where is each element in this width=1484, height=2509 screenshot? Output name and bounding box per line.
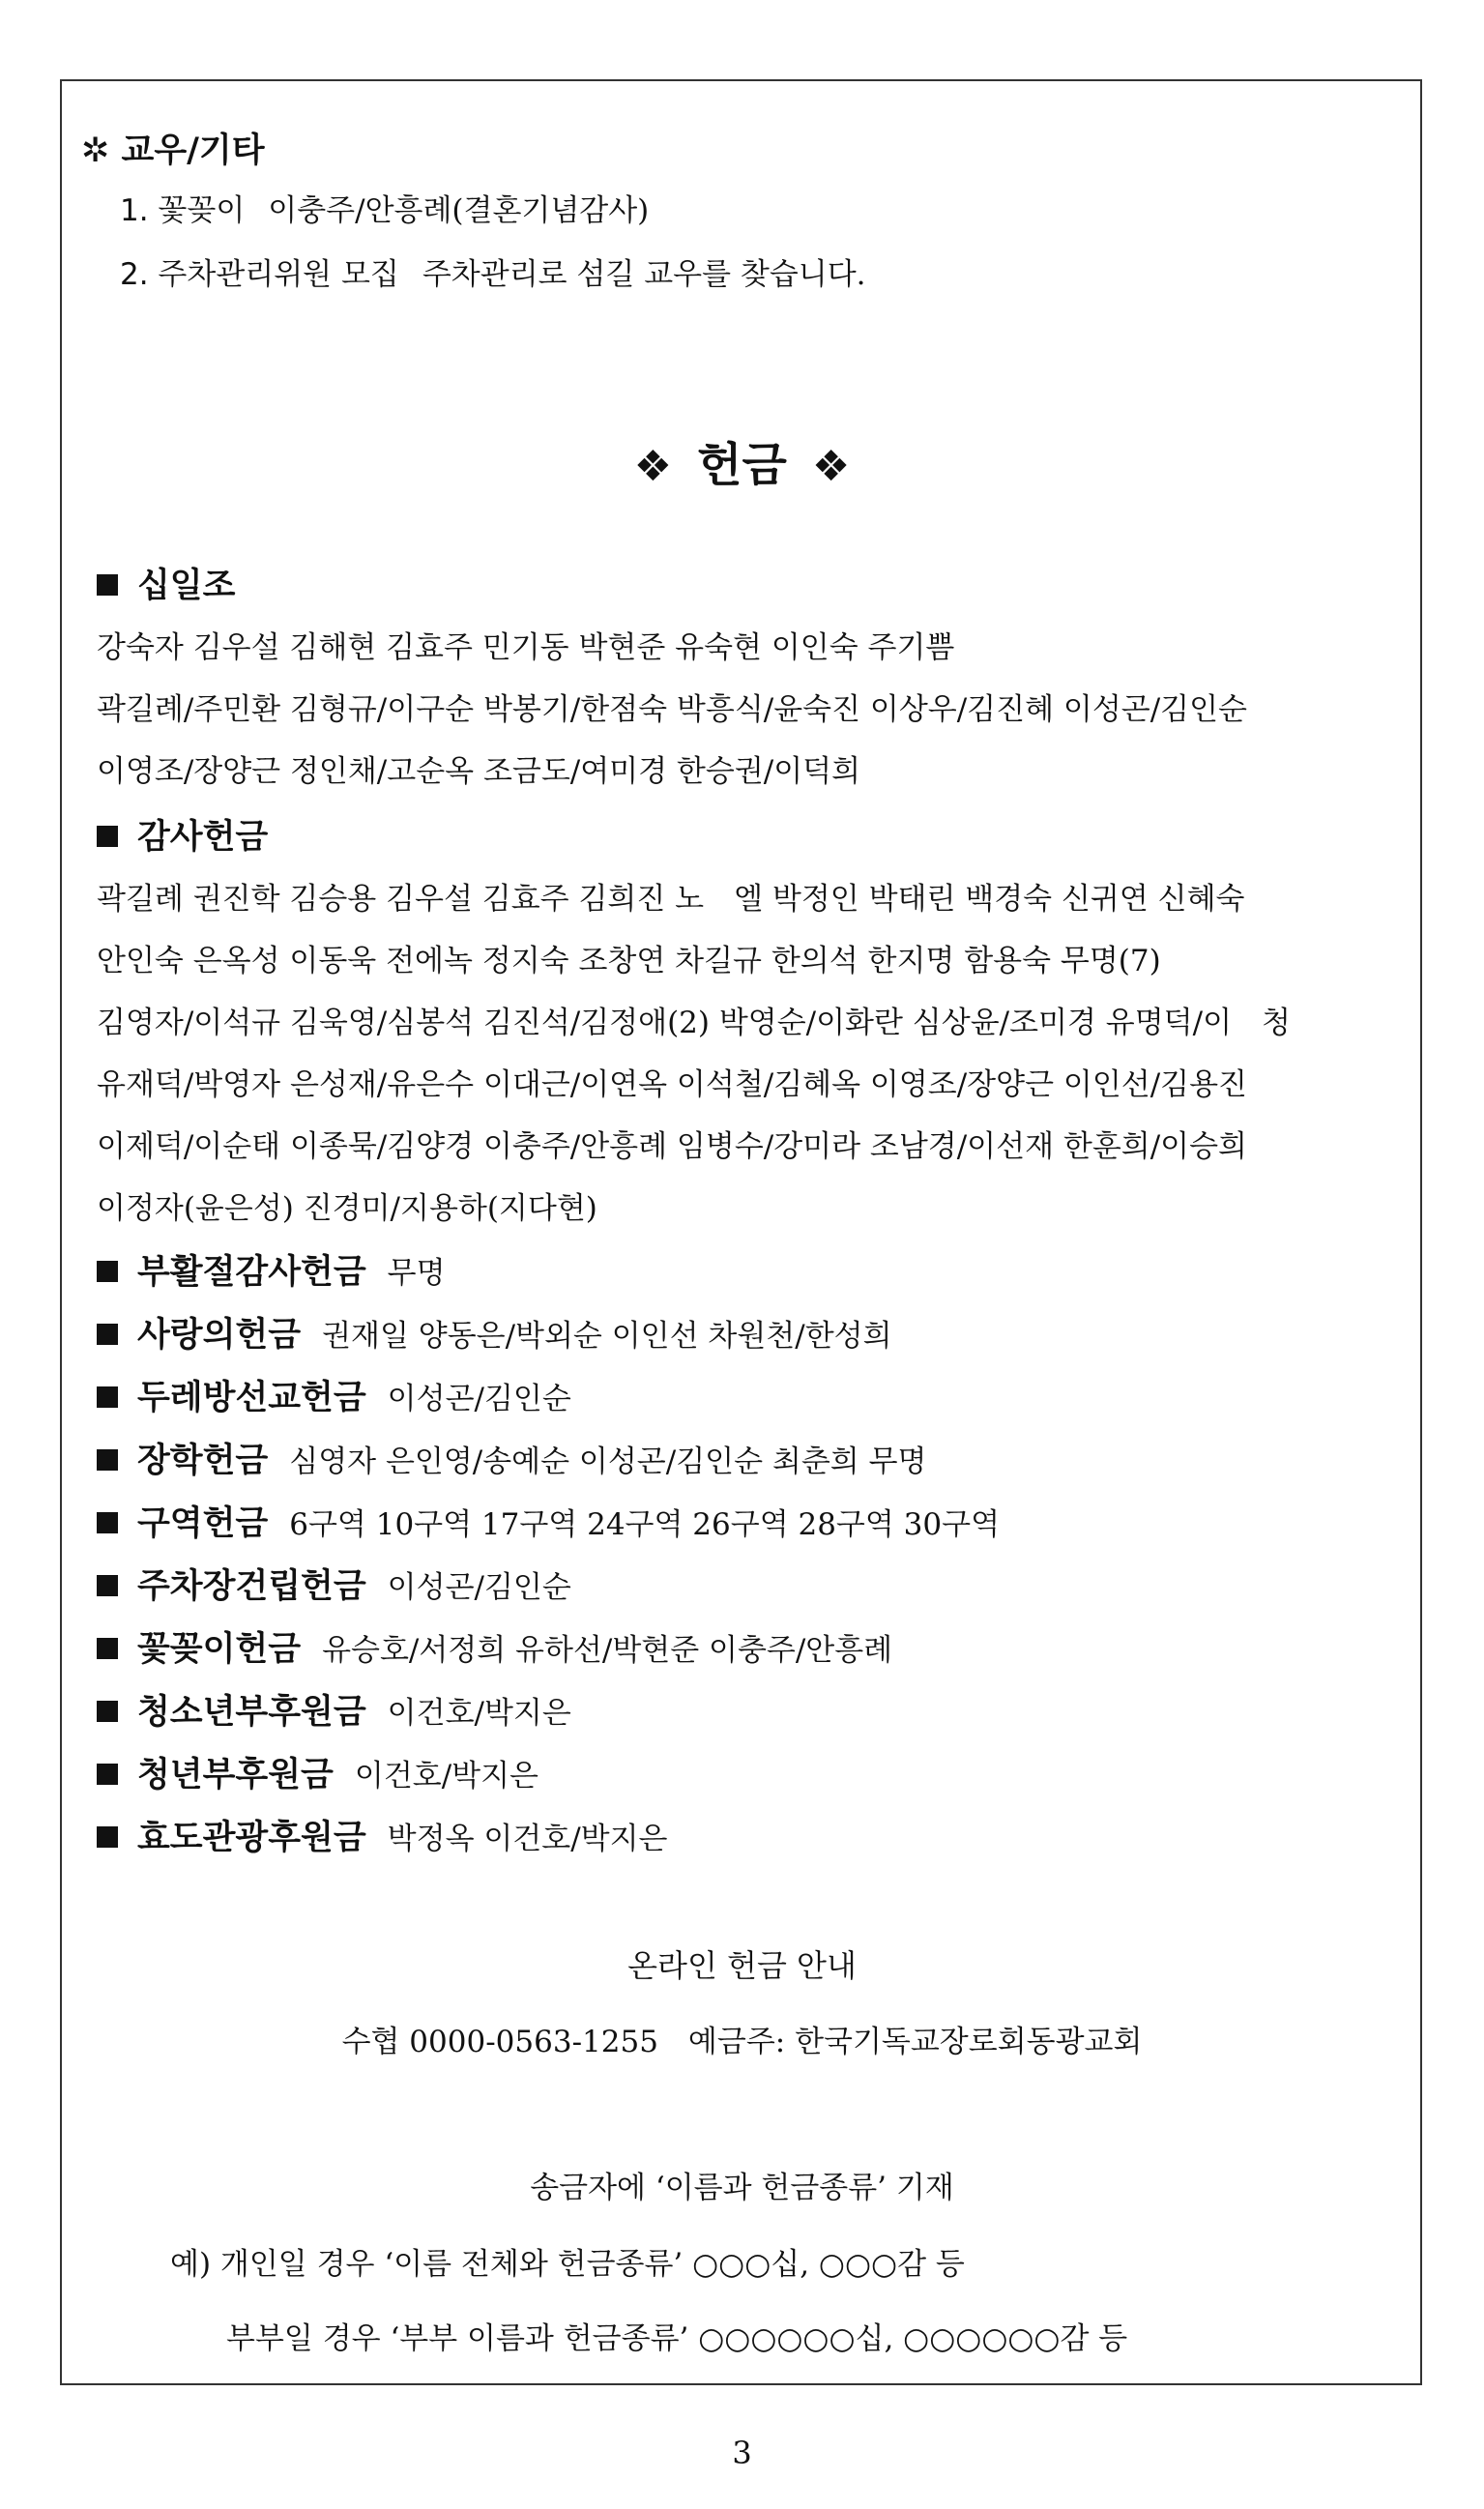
tithe-line: 곽길례/주민환 김형규/이구순 박봉기/한점숙 박흥식/윤숙진 이상우/김진혜 이성곤/김인순 — [97, 692, 1247, 727]
offering-heading: 주차장건립헌금 — [137, 1567, 366, 1606]
offering-names: 박정옥 이건호/박지은 — [387, 1822, 668, 1856]
misc-heading — [81, 124, 265, 172]
square-bullet-icon — [97, 1386, 118, 1408]
misc-item-label: 1. 꽃꽂이 — [120, 193, 246, 228]
square-bullet-icon — [97, 1261, 118, 1282]
offering-names: 무명 — [387, 1256, 446, 1291]
offering-row — [97, 1560, 571, 1608]
section-heading-tithe — [97, 559, 235, 607]
misc-item — [120, 186, 649, 229]
offering-heading: 효도관광후원금 — [137, 1819, 366, 1857]
offering-row — [97, 1685, 571, 1734]
thanks-line: 이제덕/이순태 이종묵/김양경 이충주/안흥례 임병수/강미라 조남경/이선재 한훈희/이승희 — [97, 1129, 1247, 1164]
offering-row — [97, 1434, 926, 1482]
offering-heading: 두레방선교헌금 — [137, 1379, 366, 1417]
square-bullet-icon — [97, 1324, 118, 1345]
offering-row — [97, 1811, 667, 1859]
example-individual: 예) 개인일 경우 ‘이름 전체와 헌금종류’ ○○○십, ○○○감 등 — [170, 2247, 965, 2282]
offering-names: 유승호/서정희 유하선/박현준 이충주/안흥례 — [322, 1633, 893, 1668]
square-bullet-icon — [97, 1826, 118, 1848]
offering-row — [97, 1497, 1000, 1545]
thanks-line: 이정자(윤은성) 진경미/지용하(지다현) — [97, 1191, 597, 1226]
offering-heading: 사랑의헌금 — [137, 1316, 302, 1355]
offering-row — [97, 1748, 538, 1796]
tithe-line: 강숙자 김우설 김해현 김효주 민기동 박현준 유숙현 이인숙 주기쁨 — [97, 630, 955, 665]
offering-title-text: 헌금 — [697, 438, 787, 492]
diamond-ornament-icon: ❖ — [633, 442, 673, 491]
offering-heading: 청년부후원금 — [137, 1756, 334, 1794]
offering-names: 권재일 양동은/박외순 이인선 차원천/한성희 — [322, 1319, 892, 1354]
offering-names: 이건호/박지은 — [354, 1759, 538, 1794]
example-couple: 부부일 경우 ‘부부 이름과 헌금종류’ ○○○○○○십, ○○○○○○감 등 — [226, 2321, 1128, 2356]
offering-row — [97, 1245, 446, 1294]
thanks-line: 김영자/이석규 김욱영/심봉석 김진석/김정애(2) 박영순/이화란 심상윤/조미경 유명덕/이 청 — [97, 1006, 1291, 1040]
page-number: 3 — [732, 2435, 752, 2471]
offering-heading: 장학헌금 — [137, 1442, 269, 1480]
section-heading-label: 감사헌금 — [137, 818, 269, 857]
offering-title — [0, 427, 1484, 494]
square-bullet-icon — [97, 1701, 118, 1722]
offering-heading: 청소년부후원금 — [137, 1693, 366, 1732]
square-bullet-icon — [97, 1512, 118, 1533]
misc-heading-label: 교우/기타 — [121, 131, 265, 170]
square-bullet-icon — [97, 1449, 118, 1471]
offering-row — [97, 1371, 571, 1419]
thanks-line: 유재덕/박영자 은성재/유은수 이대근/이연옥 이석철/김혜옥 이영조/장양근 이인선/김용진 — [97, 1067, 1247, 1102]
offering-heading: 꽃꽂이헌금 — [137, 1630, 302, 1669]
square-bullet-icon — [97, 826, 118, 847]
bank-account: 수협 0000-0563-1255 예금주: 한국기독교장로회동광교회 — [341, 2025, 1143, 2059]
misc-item-text: 주차관리로 섬길 교우를 찾습니다. — [422, 257, 866, 292]
square-bullet-icon — [97, 574, 118, 596]
square-bullet-icon — [97, 1764, 118, 1785]
offering-names: 이건호/박지은 — [387, 1696, 571, 1731]
offering-heading: 구역헌금 — [137, 1504, 269, 1543]
misc-item — [120, 249, 866, 293]
transfer-note: 송금자에 ‘이름과 헌금종류’ 기재 — [530, 2171, 954, 2205]
square-bullet-icon — [97, 1638, 118, 1659]
tithe-line: 이영조/장양근 정인채/고순옥 조금도/여미경 한승권/이덕희 — [97, 754, 861, 789]
offering-names: 이성곤/김인순 — [387, 1570, 571, 1605]
square-bullet-icon — [97, 1575, 118, 1596]
section-heading-thanks — [97, 810, 268, 859]
online-offering-title: 온라인 헌금 안내 — [627, 1947, 857, 1984]
offering-heading: 부활절감사헌금 — [137, 1253, 366, 1292]
thanks-line: 안인숙 은옥성 이동욱 전에녹 정지숙 조창연 차길규 한의석 한지명 함용숙 무명(7) — [97, 944, 1161, 978]
offering-names: 심영자 은인영/송예순 이성곤/김인순 최춘희 무명 — [289, 1444, 927, 1479]
section-heading-label: 십일조 — [137, 567, 236, 605]
diamond-ornament-icon: ❖ — [811, 442, 851, 491]
offering-names: 이성곤/김인순 — [387, 1382, 571, 1416]
thanks-line: 곽길례 권진학 김승용 김우설 김효주 김희진 노 엘 박정인 박태린 백경숙 신귀연 신혜숙 — [97, 882, 1245, 917]
misc-item-label: 2. 주차관리위원 모집 — [120, 257, 399, 292]
misc-item-text: 이충주/안흥례(결혼기념감사) — [268, 193, 650, 228]
asterisk-icon: ✲ — [81, 131, 110, 170]
offering-row — [97, 1308, 892, 1357]
offering-row — [97, 1622, 892, 1671]
offering-names: 6구역 10구역 17구역 24구역 26구역 28구역 30구역 — [289, 1507, 1001, 1542]
